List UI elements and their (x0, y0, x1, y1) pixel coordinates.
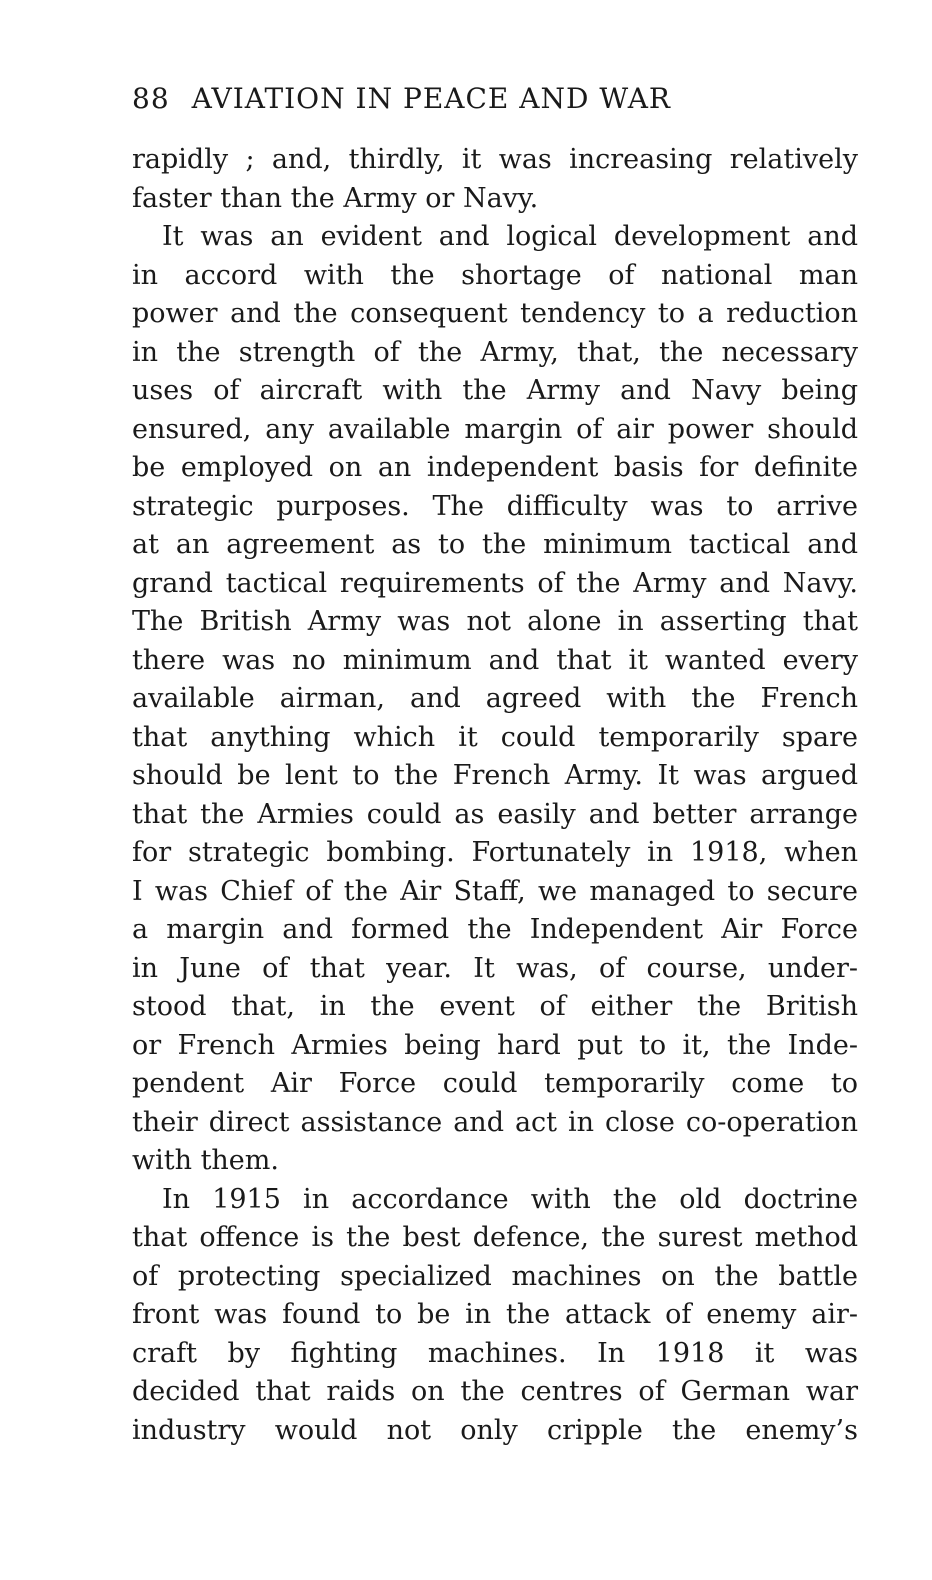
text-line: decided that raids on the centres of German war (132, 1376, 858, 1407)
page-number: 88 (132, 82, 170, 115)
text-line: industry would not only cripple the enemy’s (132, 1414, 858, 1446)
text-line: uses of aircraft with the Army and Navy being (132, 375, 858, 406)
text-line: their direct assistance and act in close co-operation (132, 1106, 858, 1138)
text-line: strategic purposes. The difficulty was to arrive (132, 490, 858, 522)
body-text (132, 141, 858, 1450)
text-line: ensured, any available margin of air power should (132, 413, 858, 445)
text-line: faster than the Army or Navy. (132, 182, 539, 214)
text-line: with them. (132, 1145, 279, 1176)
text-line: It was an evident and logical development and (162, 221, 858, 252)
text-line: I was Chief of the Air Staff, we managed to secure (132, 875, 858, 907)
text-line: that anything which it could temporarily spare (132, 721, 858, 753)
text-line: or French Armies being hard put to it, the Inde- (132, 1029, 858, 1061)
text-line: in June of that year. It was, of course, under- (132, 952, 858, 984)
text-line: that offence is the best defence, the surest method (132, 1222, 858, 1253)
text-line: in the strength of the Army, that, the necessary (132, 336, 858, 368)
text-line: power and the consequent tendency to a reduction (132, 298, 858, 329)
text-line: stood that, in the event of either the British (132, 991, 858, 1022)
text-line: in accord with the shortage of national man (132, 259, 858, 291)
text-line: should be lent to the French Army. It was argued (132, 760, 858, 791)
text-line: of protecting specialized machines on the battle (132, 1260, 858, 1292)
running-head (132, 82, 858, 122)
text-line: The British Army was not alone in asserting that (132, 606, 858, 637)
text-line: for strategic bombing. Fortunately in 1918, when (132, 837, 858, 868)
text-line: craft by fighting machines. In 1918 it was (132, 1337, 858, 1369)
text-line: a margin and formed the Independent Air Force (132, 914, 858, 945)
text-line: that the Armies could as easily and better arrange (132, 798, 858, 830)
text-line: rapidly ; and, thirdly, it was increasing relatively (132, 144, 858, 175)
text-line: there was no minimum and that it wanted every (132, 644, 858, 676)
text-line: grand tactical requirements of the Army and Navy. (132, 567, 858, 599)
text-line: be employed on an independent basis for definite (132, 452, 858, 483)
running-title: AVIATION IN PEACE AND WAR (191, 82, 672, 115)
text-line: front was found to be in the attack of enemy air- (132, 1299, 858, 1330)
text-line: at an agreement as to the minimum tactical and (132, 529, 858, 560)
text-line: available airman, and agreed with the French (132, 683, 858, 714)
text-line: In 1915 in accordance with the old doctrine (162, 1183, 858, 1215)
text-line: pendent Air Force could temporarily come to (132, 1068, 858, 1099)
